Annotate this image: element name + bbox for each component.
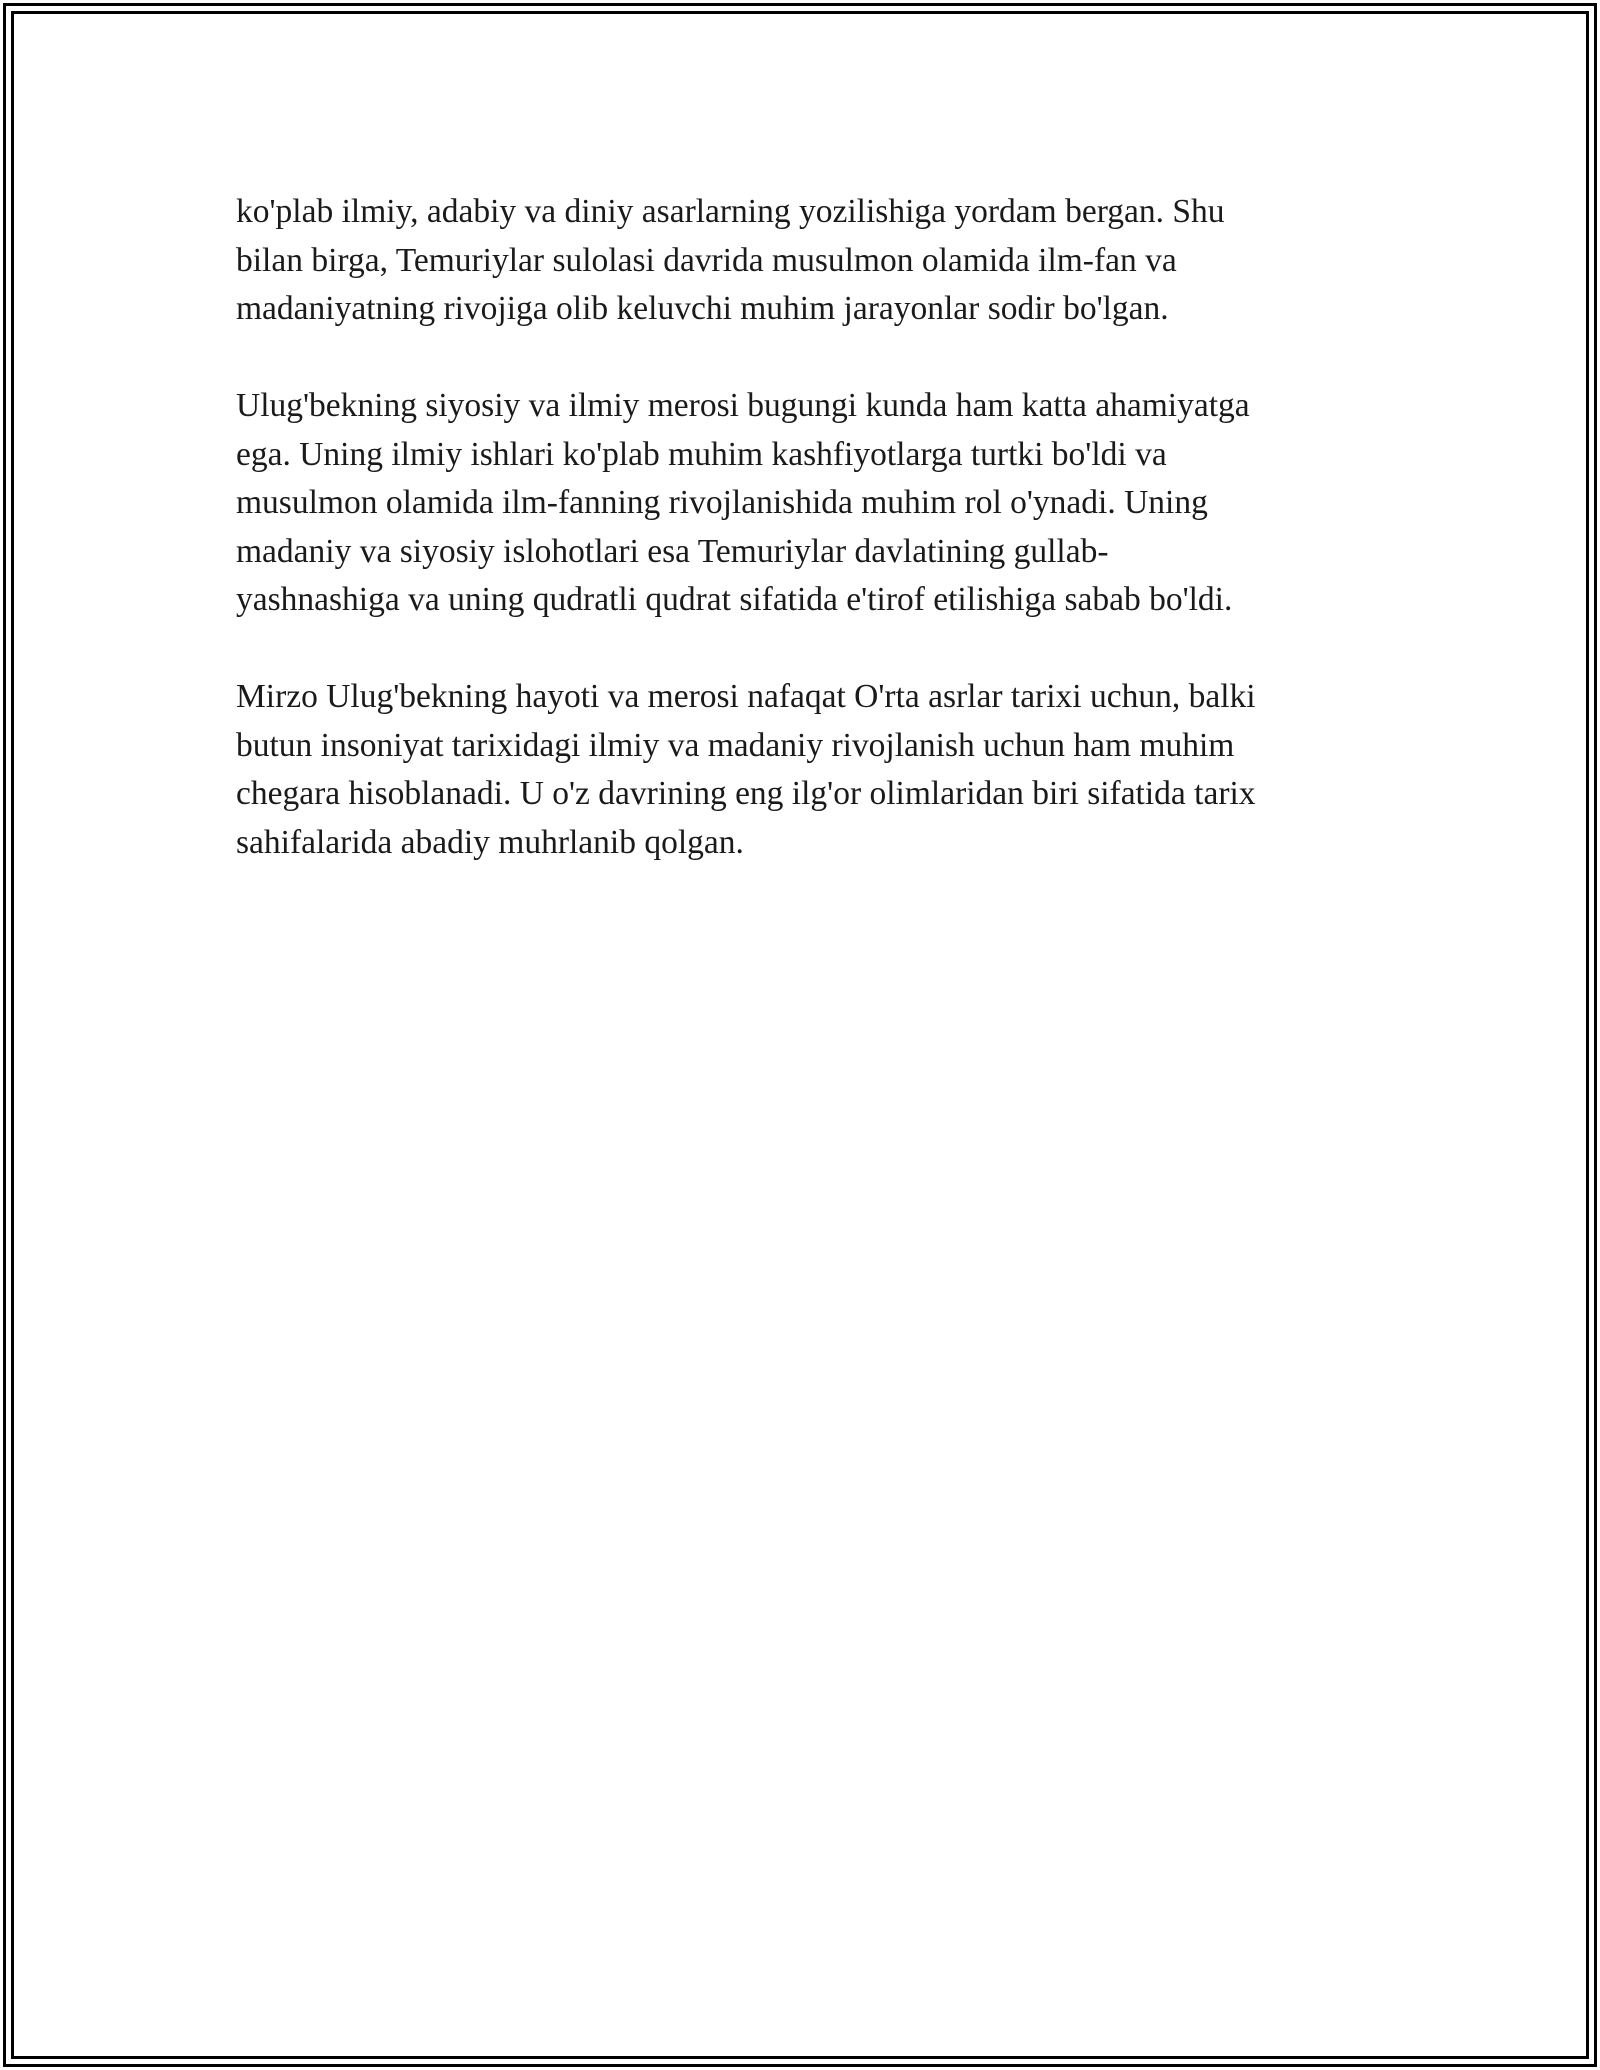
text-line: Ulug'bekning siyosiy va ilmiy merosi bugungi kunda ham katta ahamiyatga: [236, 387, 1250, 424]
text-line: sahifalarida abadiy muhrlanib qolgan.: [236, 823, 744, 861]
text-line: madaniy va siyosiy islohotlari esa Temuriylar davlatining gullab-: [236, 532, 1109, 570]
text-line: Mirzo Ulug'bekning hayoti va merosi nafaqat O'rta asrlar tarixi uchun, balki: [236, 678, 1256, 715]
document-body: [236, 188, 1366, 916]
paragraph-2: [236, 382, 1366, 625]
paragraph-3: [236, 673, 1366, 867]
text-line: ega. Uning ilmiy ishlari ko'plab muhim kashfiyotlarga turtki bo'ldi va: [236, 435, 1167, 473]
text-line: yashnashiga va uning qudratli qudrat sifatida e'tirof etilishiga sabab bo'ldi.: [236, 581, 1233, 618]
text-line: butun insoniyat tarixidagi ilmiy va madaniy rivojlanish uchun ham muhim: [236, 726, 1235, 764]
paragraph-1: [236, 188, 1366, 334]
text-line: musulmon olamida ilm-fanning rivojlanishida muhim rol o'ynadi. Uning: [236, 484, 1208, 521]
text-line: ko'plab ilmiy, adabiy va diniy asarlarning yozilishiga yordam bergan. Shu: [236, 193, 1225, 230]
text-line: madaniyatning rivojiga olib keluvchi muhim jarayonlar sodir bo'lgan.: [236, 290, 1169, 327]
text-line: chegara hisoblanadi. U o'z davrining eng ilg'or olimlaridan biri sifatida tarix: [236, 775, 1256, 812]
text-line: bilan birga, Temuriylar sulolasi davrida musulmon olamida ilm-fan va: [236, 241, 1177, 279]
